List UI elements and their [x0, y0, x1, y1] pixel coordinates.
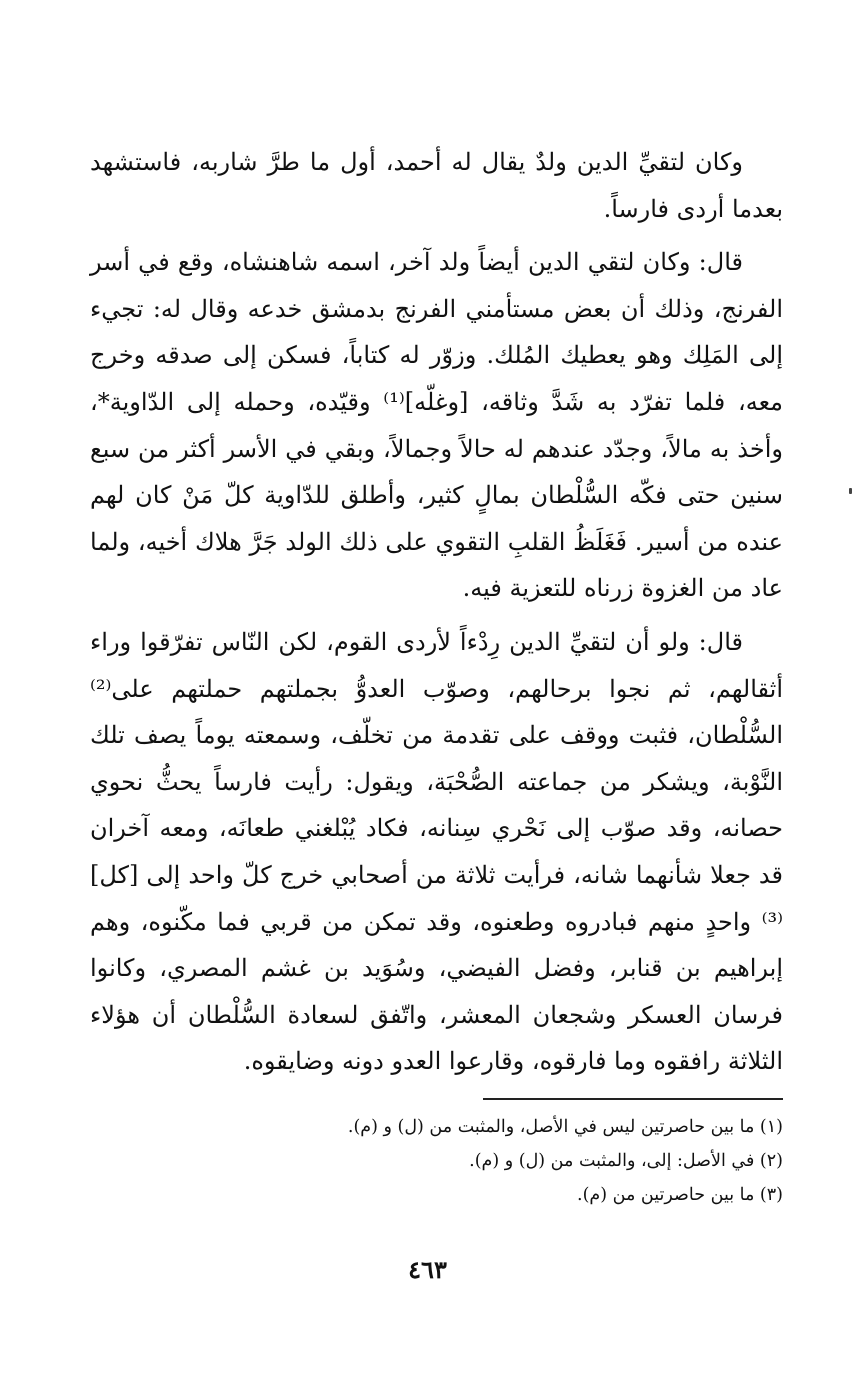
footnote-divider: [483, 1098, 783, 1100]
footnote-3: (٣) ما بين حاصرتين من (م).: [577, 1185, 783, 1205]
footnotes: [90, 1110, 783, 1212]
paragraph-3: قال: ولو أن لتقيِّ الدين رِدْءاً لأردى القوم، لكن النّاس تفرّقوا وراء أثقالهم، ثم نجوا برحالهم، وصوّب العدوُّ بجملتهم حملتهم على⁽²⁾ السُّلْطان، فثبت ووقف على تقدمة من تخلّف، وسمعته يوماً يصف تلك النَّوْبة، ويشكر من جماعته الصُّحْبَة، ويقول: رأيت فارساً يحثُّ نحوي حصانه، وقد صوّب إلى نَحْري سِنانه، فكاد يُبْلغني طعانَه، ومعه آخران قد جعلا شأنهما شانه، فرأيت ثلاثة من أصحابي خرج كلّ واحد إلى [كل]⁽³⁾ واحدٍ منهم فبادروه وطعنوه، وقد تمكن من قربي فما مكّنوه، وهم إبراهيم بن قنابر، وفضل الفيضي، وسُوَيد بن غشم المصري، وكانوا فرسان العسكر وشجعان المعشر، واتّفق لسعادة السُّلْطان أن هؤلاء الثلاثة رافقوه وما فارقوه، وقارعوا العدو دونه وضايقوه.: [90, 627, 784, 1076]
margin-mark: [849, 488, 852, 494]
footnote-1: (١) ما بين حاصرتين ليس في الأصل، والمثبت من (ل) و (م).: [347, 1117, 783, 1137]
paragraph-1: وكان لتقيِّ الدين ولدٌ يقال له أحمد، أول ما طرَّ شاربه، فاستشهد بعدما أردى فارساً.: [90, 148, 783, 223]
footnote-2: (٢) في الأصل: إلى، والمثبت من (ل) و (م).: [469, 1151, 783, 1171]
book-page: [90, 0, 783, 1385]
page-number: ٤٦٣: [408, 1255, 447, 1284]
paragraph-2: قال: وكان لتقي الدين أيضاً ولد آخر، اسمه شاهنشاه، وقع في أسر الفرنج، وذلك أن بعض مستأمني الفرنج بدمشق خدعه وقال له: تجيء إلى المَلِك وهو يعطيك المُلك. وزوّر له كتاباً، فسكن إلى صدقه وخرج معه، فلما تفرّد به شَدَّ وثاقه، [وغلّه]⁽¹⁾ وقيّده، وحمله إلى الدّاوية*، وأخذ به مالاً، وجدّد عندهم له حالاً وجمالاً، وبقي في الأسر أكثر من سبع سنين حتى فكّه السُّلْطان بمالٍ كثير، وأطلق للدّاوية كلّ مَنْ كان لهم عنده من أسير. فَغَلَظُ القلبِ التقوي على ذلك الولد جَرَّ هلاك أخيه، ولما عاد من الغزوة زرناه للتعزية فيه.: [90, 248, 784, 603]
main-text: [90, 139, 783, 1092]
